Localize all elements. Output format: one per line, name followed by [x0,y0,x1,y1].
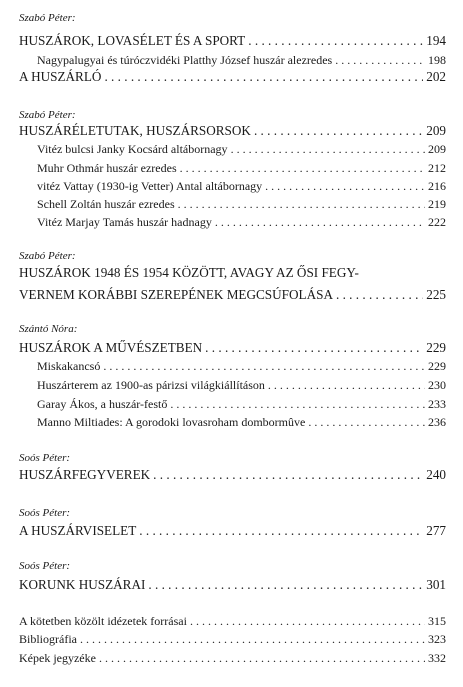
leader-dots [205,339,423,357]
entry-page: 209 [426,123,446,138]
entry-title: Schell Zoltán huszár ezredes [37,197,175,211]
entry-title: HUSZÁROK A MŰVÉSZETBEN [19,340,203,355]
toc-entry[interactable] [19,68,446,86]
entry-title: A HUSZÁRLÓ [19,69,102,84]
toc-entry[interactable] [19,122,446,140]
entry-title: Garay Ákos, a huszár-festő [37,397,168,411]
leader-dots [231,140,425,158]
entry-page: 198 [428,53,446,67]
entry-title: Muhr Othmár huszár ezredes [37,161,177,175]
entry-page: 240 [426,467,446,482]
leader-dots [148,576,423,594]
toc-appendix-entry[interactable] [19,612,446,630]
author-label: Soós Péter: [19,452,71,464]
toc-entry[interactable] [19,286,446,304]
entry-title: Manno Miltiades: A gorodoki lovasroham dombormûve [37,415,306,429]
leader-dots [99,649,425,667]
toc-entry[interactable] [19,576,446,594]
author-label: Soós Péter: [19,560,71,572]
entry-title: HUSZÁRFEGYVEREK [19,467,151,482]
entry-page: 236 [428,415,446,429]
entry-title: HUSZÁRÉLETUTAK, HUSZÁRSORSOK [19,123,251,138]
author-label: Soós Péter: [19,507,71,519]
leader-dots [80,630,425,648]
leader-dots [308,413,425,431]
entry-page: 225 [426,287,446,302]
toc-subentry[interactable] [37,159,446,177]
toc-subentry[interactable] [37,177,446,195]
leader-dots [215,213,425,231]
entry-page: 233 [428,397,446,411]
leader-dots [268,376,425,394]
entry-title: KORUNK HUSZÁRAI [19,577,146,592]
author-label: Szabó Péter: [19,109,76,121]
entry-page: 219 [428,197,446,211]
entry-title: Képek jegyzéke [19,651,96,665]
entry-page: 315 [428,614,446,628]
entry-title: Nagypalugyai és túróczvidéki Platthy József huszár alezredes [37,53,333,67]
toc-subentry[interactable] [37,140,446,158]
entry-page: 229 [426,340,446,355]
toc-entry-line1[interactable]: HUSZÁROK 1948 ÉS 1954 KÖZÖTT, AVAGY AZ ŐSI FEGY- [19,265,359,280]
entry-page: 277 [426,523,446,538]
entry-page: 202 [426,69,446,84]
leader-dots [170,395,425,413]
toc-subentry[interactable] [37,357,446,375]
leader-dots [190,612,425,630]
leader-dots [335,51,425,69]
leader-dots [178,195,425,213]
author-label: Szabó Péter: [19,250,76,262]
toc-subentry[interactable] [37,376,446,394]
entry-title: vitéz Vattay (1930-ig Vetter) Antal altábornagy [37,179,263,193]
entry-title: Vitéz Marjay Tamás huszár hadnagy [37,215,212,229]
entry-title: Vitéz bulcsi Janky Kocsárd altábornagy [37,142,228,156]
entry-title: Miskakancsó [37,359,101,373]
entry-page: 332 [428,651,446,665]
entry-page: 216 [428,179,446,193]
toc-entry[interactable] [19,466,446,484]
entry-page: 212 [428,161,446,175]
author-label: Szabó Péter: [19,12,76,24]
toc-subentry[interactable] [37,51,446,69]
toc-appendix-entry[interactable] [19,630,446,648]
toc-subentry[interactable] [37,395,446,413]
entry-page: 301 [426,577,446,592]
leader-dots [254,122,423,140]
toc-entry[interactable] [19,522,446,540]
toc-subentry[interactable] [37,213,446,231]
toc-subentry[interactable] [37,195,446,213]
entry-title: Bibliográfia [19,632,77,646]
toc-entry[interactable] [19,32,446,50]
toc-entry[interactable] [19,339,446,357]
toc-subentry[interactable] [37,413,446,431]
entry-title: A kötetben közölt idézetek forrásai [19,614,187,628]
leader-dots [103,357,425,375]
entry-page: 229 [428,359,446,373]
author-label: Szántó Nóra: [19,323,78,335]
leader-dots [248,32,423,50]
leader-dots [180,159,425,177]
entry-title: VERNEM KORÁBBI SZEREPÉNEK MEGCSÚFOLÁSA [19,287,333,302]
entry-page: 222 [428,215,446,229]
entry-page: 194 [426,33,446,48]
toc-appendix-entry[interactable] [19,649,446,667]
entry-page: 209 [428,142,446,156]
entry-page: 323 [428,632,446,646]
entry-title: Huszárterem az 1900-as párizsi világkiállításon [37,378,265,392]
leader-dots [336,286,423,304]
leader-dots [153,466,423,484]
leader-dots [104,68,423,86]
entry-page: 230 [428,378,446,392]
entry-title: A HUSZÁRVISELET [19,523,137,538]
entry-title: HUSZÁROK, LOVASÉLET ÉS A SPORT [19,33,246,48]
leader-dots [139,522,423,540]
leader-dots [265,177,425,195]
